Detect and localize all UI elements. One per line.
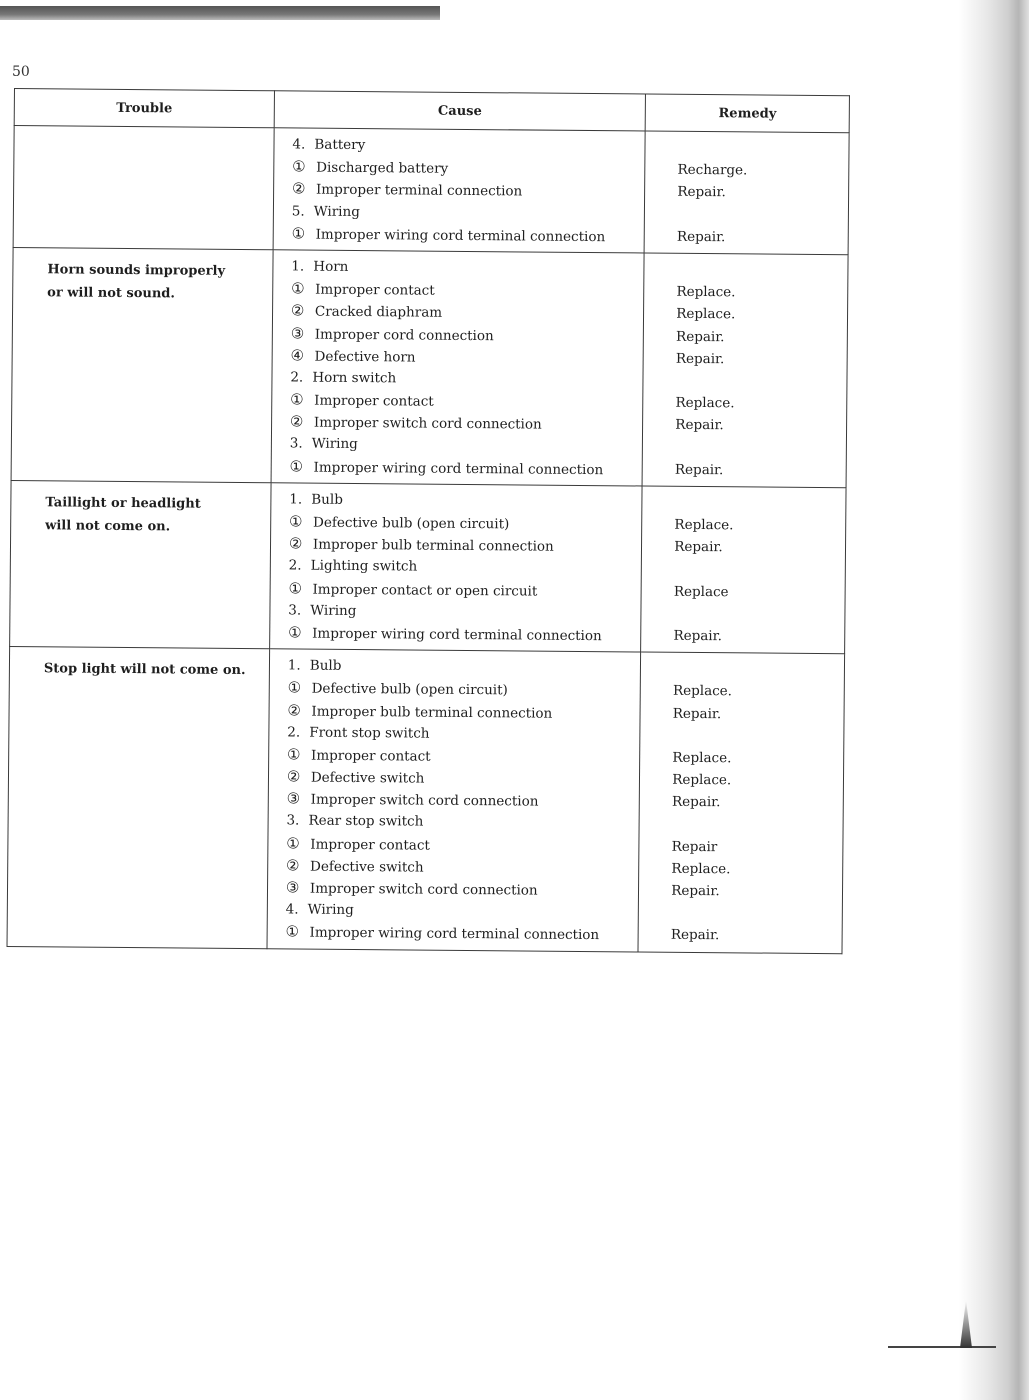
cause-sub-marker: ①	[290, 390, 304, 409]
cause-text: Defective bulb (open circuit)	[313, 514, 510, 533]
header-trouble: Trouble	[14, 89, 274, 128]
cause-sub-marker: ①	[289, 457, 304, 476]
cause-line	[289, 510, 642, 535]
cause-line	[290, 344, 643, 369]
remedy-text: Repair.	[671, 794, 721, 811]
cause-text: Cracked diaphram	[314, 303, 443, 322]
cause-text: Defective horn	[314, 348, 416, 366]
cause-number: 1.	[287, 657, 301, 674]
cause-text: Improper terminal connection	[315, 182, 523, 200]
remedy-text: Repair.	[675, 350, 725, 367]
cause-sub-marker: ①	[286, 745, 301, 764]
remedy-text: Recharge.	[677, 161, 748, 179]
cause-sub-marker: ①	[287, 678, 302, 697]
cause-number: 4.	[292, 136, 306, 153]
cause-line	[290, 411, 643, 436]
cause-text: Improper switch cord connection	[309, 880, 538, 899]
trouble-cell	[10, 480, 271, 649]
table-row	[7, 647, 845, 954]
cause-line	[286, 810, 639, 835]
cause-text: Improper wiring cord terminal connection	[312, 625, 602, 645]
cause-text: Improper contact	[314, 392, 434, 410]
cause-text: Front stop switch	[309, 724, 430, 742]
cause-sub-marker: ①	[291, 224, 306, 243]
trouble-text: Stop light will not come on.	[43, 661, 246, 679]
cause-cell	[271, 250, 644, 486]
cause-sub-marker: ①	[289, 512, 303, 531]
cause-text: Horn	[313, 258, 349, 275]
remedy-text: Replace.	[676, 283, 736, 301]
scan-edge-bar	[0, 6, 440, 20]
cause-text: Discharged battery	[316, 159, 449, 177]
cause-line	[286, 832, 639, 857]
cause-sub-marker: ①	[291, 279, 305, 298]
cause-line	[289, 488, 642, 513]
remedy-text	[678, 137, 849, 161]
cause-line	[291, 322, 644, 347]
cause-number: 2.	[288, 557, 302, 574]
remedy-text	[674, 603, 845, 627]
remedy-text: Repair.	[675, 417, 724, 434]
cause-text: Improper wiring cord terminal connection	[315, 226, 606, 245]
remedy-text	[676, 370, 847, 394]
cause-line	[292, 222, 645, 247]
cause-text: Defective bulb (open circuit)	[311, 680, 508, 699]
cause-line	[287, 765, 640, 790]
remedy-text	[673, 658, 844, 682]
cause-sub-marker: ②	[290, 301, 305, 320]
cause-line	[287, 788, 640, 813]
remedy-text	[675, 492, 846, 516]
remedy-text: Replace.	[674, 516, 734, 534]
remedy-text: Repair.	[673, 627, 722, 645]
cause-line	[288, 677, 641, 702]
trouble-cell	[7, 647, 269, 949]
cause-line	[289, 455, 642, 480]
cause-line	[288, 655, 641, 680]
cause-text: Defective switch	[310, 858, 424, 876]
cause-text: Improper contact	[310, 747, 431, 765]
cause-sub-marker: ①	[288, 623, 302, 642]
trouble-cell	[11, 247, 273, 482]
cause-number: 3.	[289, 435, 303, 452]
remedy-text: Repair.	[671, 882, 720, 900]
cause-number: 2.	[287, 724, 301, 741]
cause-number: 1.	[291, 258, 305, 275]
table-row	[10, 480, 846, 654]
cause-text: Rear stop switch	[308, 813, 424, 831]
cause-line	[292, 200, 645, 225]
cause-sub-marker: ①	[286, 834, 300, 853]
cause-sub-marker: ②	[286, 856, 300, 875]
troubleshooting-table	[7, 88, 850, 954]
cause-sub-marker: ①	[292, 157, 306, 176]
page-number: 50	[12, 64, 30, 80]
cause-sub-marker: ②	[288, 534, 303, 553]
cause-sub-marker: ②	[286, 767, 301, 786]
cause-text: Wiring	[310, 602, 357, 619]
cause-sub-marker: ②	[291, 179, 306, 198]
remedy-text: Repair.	[677, 184, 726, 201]
page-edge-line	[888, 1346, 996, 1348]
trouble-cell	[13, 126, 274, 250]
cause-line	[287, 721, 640, 746]
page-binding-shadow	[959, 0, 1029, 1400]
remedy-text	[675, 436, 846, 460]
cause-text: Defective switch	[310, 769, 425, 787]
cause-number: 3.	[288, 602, 302, 619]
table-row	[13, 126, 849, 255]
remedy-cell	[641, 486, 846, 654]
cause-line	[286, 899, 639, 924]
cause-line	[292, 156, 645, 181]
cause-line	[290, 388, 643, 413]
remedy-text: Replace.	[672, 771, 732, 789]
remedy-text	[677, 203, 848, 227]
cause-text: Improper contact	[310, 836, 430, 854]
cause-text: Improper bulb terminal connection	[311, 703, 553, 722]
cause-text: Lighting switch	[310, 557, 418, 575]
remedy-text: Repair.	[674, 461, 724, 478]
cause-line	[287, 743, 640, 768]
trouble-text: or will not sound.	[47, 285, 176, 302]
table-body	[7, 126, 849, 954]
cause-line	[288, 577, 641, 602]
cause-text: Wiring	[311, 436, 358, 453]
cause-number: 5.	[291, 202, 305, 220]
cause-text: Improper switch cord connection	[310, 791, 539, 810]
remedy-text: Repair	[671, 838, 718, 855]
header-cause: Cause	[274, 91, 646, 131]
cause-text: Improper switch cord connection	[313, 414, 542, 433]
cause-text: Horn switch	[312, 369, 397, 387]
remedy-text: Repair.	[672, 705, 722, 722]
cause-text: Improper wiring cord terminal connection	[309, 924, 600, 944]
cause-text: Improper wiring cord terminal connection	[313, 459, 604, 478]
remedy-cell	[642, 253, 848, 488]
cause-text: Improper contact	[315, 281, 435, 299]
table-row	[11, 247, 848, 487]
cause-cell	[273, 128, 645, 253]
cause-text: Bulb	[311, 491, 343, 508]
cause-line	[288, 599, 641, 624]
remedy-text	[677, 259, 848, 283]
cause-text: Wiring	[307, 901, 354, 919]
cause-sub-marker: ④	[290, 346, 305, 365]
cause-line	[286, 854, 639, 879]
cause-text: Bulb	[309, 657, 342, 675]
cause-line	[291, 278, 644, 303]
cause-text: Improper contact or open circuit	[312, 581, 538, 600]
cause-line	[289, 555, 642, 580]
remedy-text	[671, 902, 842, 926]
cause-text: Improper bulb terminal connection	[312, 536, 554, 555]
remedy-text: Replace.	[671, 860, 731, 878]
cause-text: Wiring	[313, 203, 360, 220]
cause-line	[287, 699, 640, 724]
cause-line	[285, 921, 638, 946]
remedy-cell	[644, 131, 849, 255]
cause-sub-marker: ①	[288, 578, 303, 598]
cause-sub-marker: ②	[289, 412, 304, 431]
cause-number: 2.	[290, 369, 304, 386]
cause-line	[289, 533, 642, 558]
cause-number: 1.	[289, 491, 303, 508]
cause-line	[292, 133, 645, 158]
cause-number: 3.	[286, 812, 300, 829]
cause-text: Improper cord connection	[314, 326, 494, 344]
remedy-cell	[638, 652, 844, 953]
trouble-text: will not come on.	[45, 518, 171, 535]
cause-cell	[267, 649, 641, 952]
remedy-text: Repair.	[674, 538, 723, 556]
remedy-text: Replace.	[676, 306, 736, 323]
cause-text: Battery	[314, 136, 366, 154]
remedy-text	[673, 724, 844, 748]
cause-sub-marker: ③	[290, 323, 305, 343]
remedy-text: Replace	[673, 583, 729, 600]
header-remedy: Remedy	[645, 94, 849, 133]
cause-sub-marker: ②	[287, 700, 301, 720]
trouble-text: Taillight or headlight	[45, 495, 201, 512]
remedy-text: Replace.	[672, 683, 733, 700]
trouble-text: Horn sounds improperly	[47, 262, 226, 279]
cause-sub-marker: ①	[285, 922, 300, 941]
cause-line	[290, 433, 643, 458]
remedy-text: Repair.	[676, 328, 725, 345]
remedy-text	[672, 813, 843, 837]
cause-cell	[269, 483, 642, 653]
remedy-text: Repair.	[670, 927, 720, 944]
cause-line	[286, 876, 639, 901]
cause-line	[292, 178, 645, 203]
cause-number: 4.	[285, 901, 299, 918]
cause-line	[290, 366, 643, 391]
cause-line	[291, 300, 644, 325]
remedy-text: Replace.	[672, 749, 732, 767]
remedy-text: Replace.	[675, 394, 735, 412]
cause-sub-marker: ③	[285, 878, 300, 897]
cause-line	[291, 255, 644, 280]
cause-sub-marker: ③	[286, 789, 301, 808]
remedy-text: Repair.	[676, 228, 726, 245]
cause-line	[288, 621, 641, 646]
remedy-text	[674, 558, 845, 582]
